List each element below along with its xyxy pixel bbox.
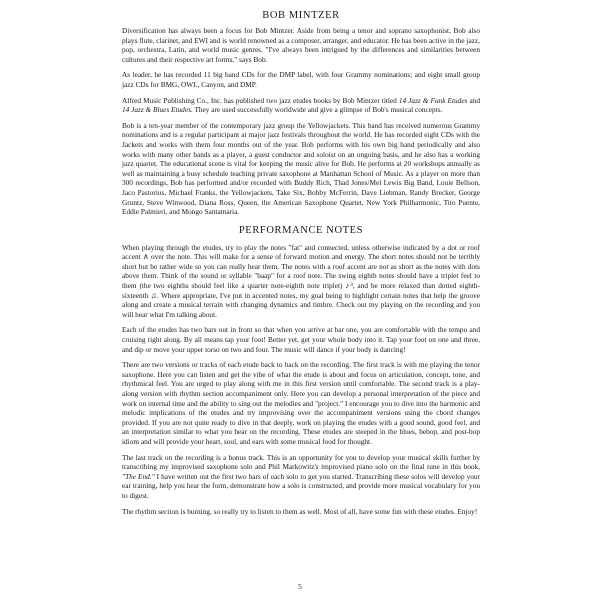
page-number: 5 (298, 582, 302, 591)
perf-p1-text-c: , and be more relaxed than dotted eighth-sixteenth (122, 281, 480, 300)
book-title-blues: 14 Jazz & Blues Etudes (122, 105, 191, 115)
bio-paragraph-4: Bob is a ten-year member of the contemporary jazz group the Yellowjackets. This band has received numerous Grammy nominations and is a regular participant at major jazz festivals throughout the world. He has recorded eight CDs with the Jackets and works with them four months out of the year. Bob performs with his own big band periodically and also works with many other bands as a player, a guest conductor and soloist on an ongoing basis, and he also has a working jazz quartet. The educational scene is vital for keeping the music alive for Bob. He performs at 20 workshops annually as well as maintaining a busy schedule teaching private saxophone at Manhattan School of Music. As a player on more than 300 recordings, Bob has performed and/or recorded with Buddy Rich, Thad Jones/Mel Lewis Big Band, Louie Bellson, Jaco Pastorius, Michael Franks, the Yellowjackets, Take Six, Bobby McFerrin, Dave Liebman, Randy Brecker, George Gruntz, Steve Winwood, Diana Ross, Queen, the American Saxophone Quartet, New York Philharmonic, Tito Puente, Eddie Palmieri, and Mongo Santamaria. (122, 120, 480, 217)
perf-p4-text-b: I have written out the first two bars of each solo to get you started. Transcribing these solos will develop your ear training, help you hear the form, demonstrate how a solo is constructed, and provide more musical vocabulary for you to digest. (122, 471, 480, 500)
bio-paragraph-1: Diversification has always been a focus for Bob Mintzer. Aside from being a tenor and soprano saxophonist, Bob also plays flute, clarinet, and EWI and is world renowned as a composer, arranger, and educator. He has been active in the jazz, pop, orchestra, Latin, and world music genres. "I've always been intrigued by the differences and similarities between cultures and their respective art forms," says Bob. (122, 26, 480, 64)
perf-p1-text-d: . Where appropriate, I've put in accented notes, my goal being to highlight certain notes that help the groove along and create a musical terrain with changing dynamics and timbre. Check out my playing on the recording and you will hear what I'm talking about. (122, 290, 480, 319)
bio-p3-text-a: Alfred Music Publishing Co., Inc. has published two jazz etudes books by Bob Mintzer titled (122, 95, 399, 105)
performance-paragraph-1 (122, 243, 480, 320)
dotted-eighth-notation-icon: ♫ (150, 290, 158, 300)
book-title-funk: 14 Jazz & Funk Etudes (398, 95, 468, 105)
tune-title: "The End." (122, 471, 155, 481)
bio-p3-text-c: . They are used successfully worldwide and give a glimpse of Bob's musical concepts. (190, 105, 443, 115)
perf-p1-text-a: When playing through the etudes, try to play the notes "fat" and connected, unless otherwise indicated by a dot or roof accent (122, 242, 480, 262)
performance-heading: PERFORMANCE NOTES (238, 224, 364, 236)
triplet-notation-icon: ♪³ (345, 281, 353, 291)
performance-paragraph-5: The rhythm section is burning, so really try to listen to them as well. Most of all, have some fun with these etudes. Enjoy! (122, 506, 478, 516)
perf-p4-text-a: The last track on the recording is a bonus track. This is an opportunity for you to develop your musical skills further by transcribing my improvised saxophone solo and Phil Markowitz's improvised piano solo on the final tune in this book, (122, 452, 480, 472)
performance-paragraph-2: Each of the etudes has two bars out in front so that when you arrive at bar one, you are comfortable with the tempo and cruising right along. By all means tap your foot! Better yet, get your whole body into it. Tap your foot on one and three, and dip or move your upper torso on two and four. The music will dance if your body is dancing! (122, 325, 480, 354)
perf-p1-text-b: over the note. This will make for a sense of forward motion and energy. The short notes should not be terribly short but be rather wide so you can really hear them. The notes with a roof accent are not as short as the notes with dots above them. Think of the sound or syllable "baap" for a roof note. The swing eighth notes should have a triplet feel to them (the two eighths should feel like a quarter note-eighth note triplet) (122, 252, 480, 291)
bio-heading: BOB MINTZER (262, 10, 340, 21)
bio-paragraph-3 (122, 96, 480, 115)
bio-p3-text-b: and (467, 95, 480, 105)
bio-paragraph-2: As leader, he has recorded 11 big band CDs for the DMP label, with four Grammy nominations; and eight small group jazz CDs for BMG, OWL, Canyon, and DMP. (122, 70, 480, 89)
performance-paragraph-3: There are two versions or tracks of each etude back to back on the recording. The first track is with me playing the tenor saxophone. Here you can listen and get the vibe of what the etude is about and focus on articulation, concept, tone, and rhythmical feel. You are urged to play along with me in this first version until comfortable. The second track is a play-along version with rhythm section accompaniment only. Here you can develop a personal interpretation of the piece and work on internal time and the ability to sing out the melodies and "project." I encourage you to dive into the harmonic and melodic implications of the etudes and try improvising over the accompaniment versions using the chord changes provided. If you are not quite ready to dive in that deeply, work on playing the etudes with a good sound, good feel, and an interpretation similar to what you hear on the recording. These etudes are steeped in the blues, bebop, and post-bop idiom and will provide your heart, soul, and ears with some musical food for thought. (122, 360, 480, 446)
roof-accent-icon: ∧ (142, 252, 149, 262)
performance-paragraph-4 (122, 453, 480, 501)
